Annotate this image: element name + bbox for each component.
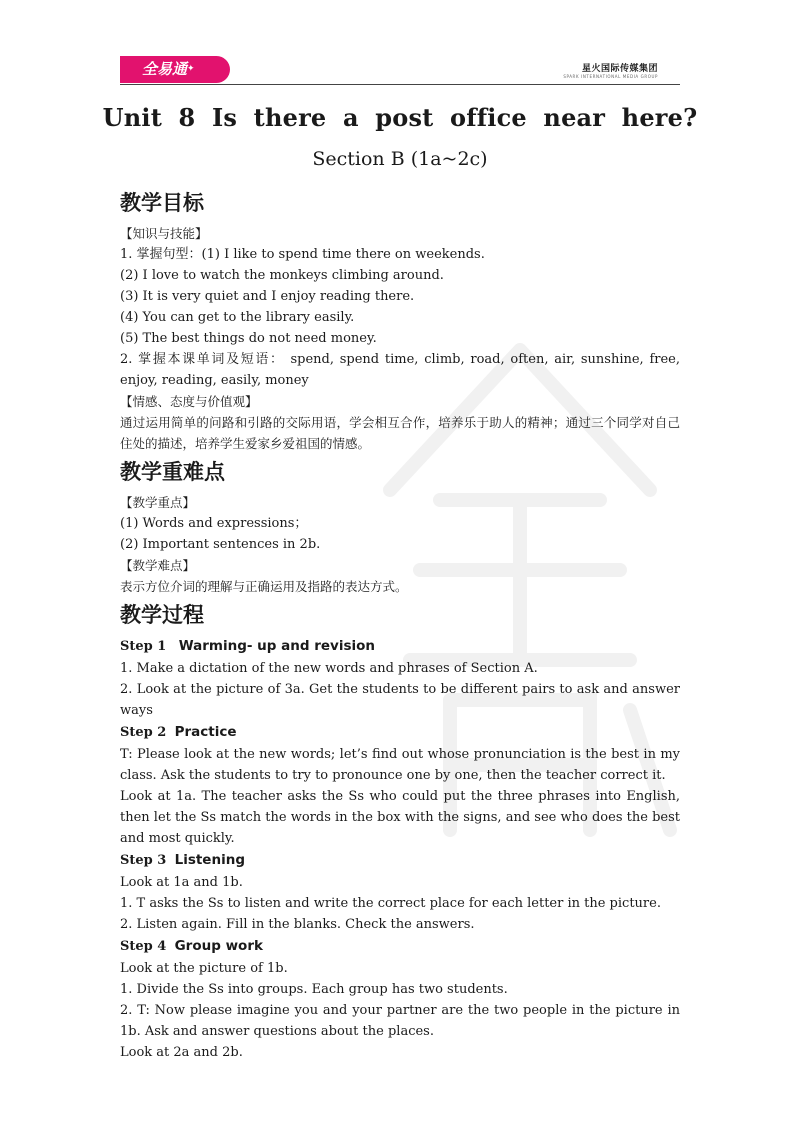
publisher-name-en: SPARK INTERNATIONAL MEDIA GROUP <box>563 74 658 79</box>
publisher-brand <box>563 61 658 79</box>
focus-line: (2) Important sentences in 2b. <box>120 537 321 552</box>
step-number: Step 1 <box>120 639 167 654</box>
objective-line: (4) You can get to the library easily. <box>120 310 355 325</box>
focus-line: (1) Words and expressions； <box>120 516 308 531</box>
process-heading: 教学过程 <box>120 603 204 627</box>
brand-logo <box>120 56 230 83</box>
step-number: Step 3 <box>120 853 167 868</box>
step-number: Step 2 <box>120 725 167 740</box>
objective-line: 2. 掌握本课单词及短语： spend, spend time, climb, road, often, air, sunshine, free, enjoy, reading, easily, money <box>120 352 680 388</box>
document-body <box>120 187 680 1063</box>
step-line: Look at 1a. The teacher asks the Ss who could put the three phrases into English, then let the Ss match the words in the box with the signs, and see who does the best and most quickly. <box>120 789 680 846</box>
step-heading <box>120 935 680 958</box>
emotion-text: 通过运用简单的问路和引路的交际用语，学会相互合作，培养乐于助人的精神；通过三个同学对自己住处的描述，培养学生爱家乡爱祖国的情感。 <box>120 415 680 451</box>
knowledge-label: 【知识与技能】 <box>120 226 208 241</box>
objective-line: 1. 掌握句型：(1) I like to spend time there on weekends. <box>120 247 485 262</box>
difficulty-label: 【教学难点】 <box>120 558 196 573</box>
key-points-heading: 教学重难点 <box>120 460 225 484</box>
step-line: 1. Divide the Ss into groups. Each group has two students. <box>120 982 508 997</box>
logo-text: 全易通 <box>142 60 188 78</box>
page-title: Unit 8 Is there a post office near here? <box>102 103 698 132</box>
focus-label: 【教学重点】 <box>120 495 196 510</box>
objective-line: (3) It is very quiet and I enjoy reading there. <box>120 289 415 304</box>
step-label: Warming- up and revision <box>178 638 376 654</box>
page-subtitle: Section B (1a~2c) <box>312 148 488 170</box>
step-label: Practice <box>174 724 237 740</box>
step-heading <box>120 721 680 744</box>
step-line: 1. Make a dictation of the new words and phrases of Section A. <box>120 661 538 676</box>
step-heading <box>120 635 680 658</box>
step-line: Look at 2a and 2b. <box>120 1045 243 1060</box>
step-line: Look at 1a and 1b. <box>120 875 243 890</box>
step-label: Group work <box>174 938 263 954</box>
step-number: Step 4 <box>120 939 167 954</box>
objective-line: (5) The best things do not need money. <box>120 331 377 346</box>
publisher-name: 星火国际传媒集团 <box>581 64 658 74</box>
step-heading <box>120 849 680 872</box>
step-line: 2. Listen again. Fill in the blanks. Check the answers. <box>120 917 475 932</box>
step-line: 2. T: Now please imagine you and your partner are the two people in the picture in 1b. Ask and answer questions about the places. <box>120 1003 680 1039</box>
step-line: 1. T asks the Ss to listen and write the correct place for each letter in the picture. <box>120 896 661 911</box>
emotion-label: 【情感、态度与价值观】 <box>120 394 258 409</box>
page-header <box>120 56 680 86</box>
step-line: T: Please look at the new words; let’s find out whose pronunciation is the best in my class. Ask the students to try to pronounce one by one, then the teacher correct it. <box>120 747 680 783</box>
step-line: 2. Look at the picture of 3a. Get the students to be different pairs to ask and answer ways <box>120 682 680 718</box>
step-label: Listening <box>174 852 245 868</box>
objectives-heading: 教学目标 <box>120 191 204 215</box>
header-rule <box>120 84 680 85</box>
step-line: Look at the picture of 1b. <box>120 961 288 976</box>
objective-line: (2) I love to watch the monkeys climbing around. <box>120 268 444 283</box>
logo-star-icon: ✦ <box>187 64 195 74</box>
difficulty-text: 表示方位介词的理解与正确运用及指路的表达方式。 <box>120 579 408 594</box>
